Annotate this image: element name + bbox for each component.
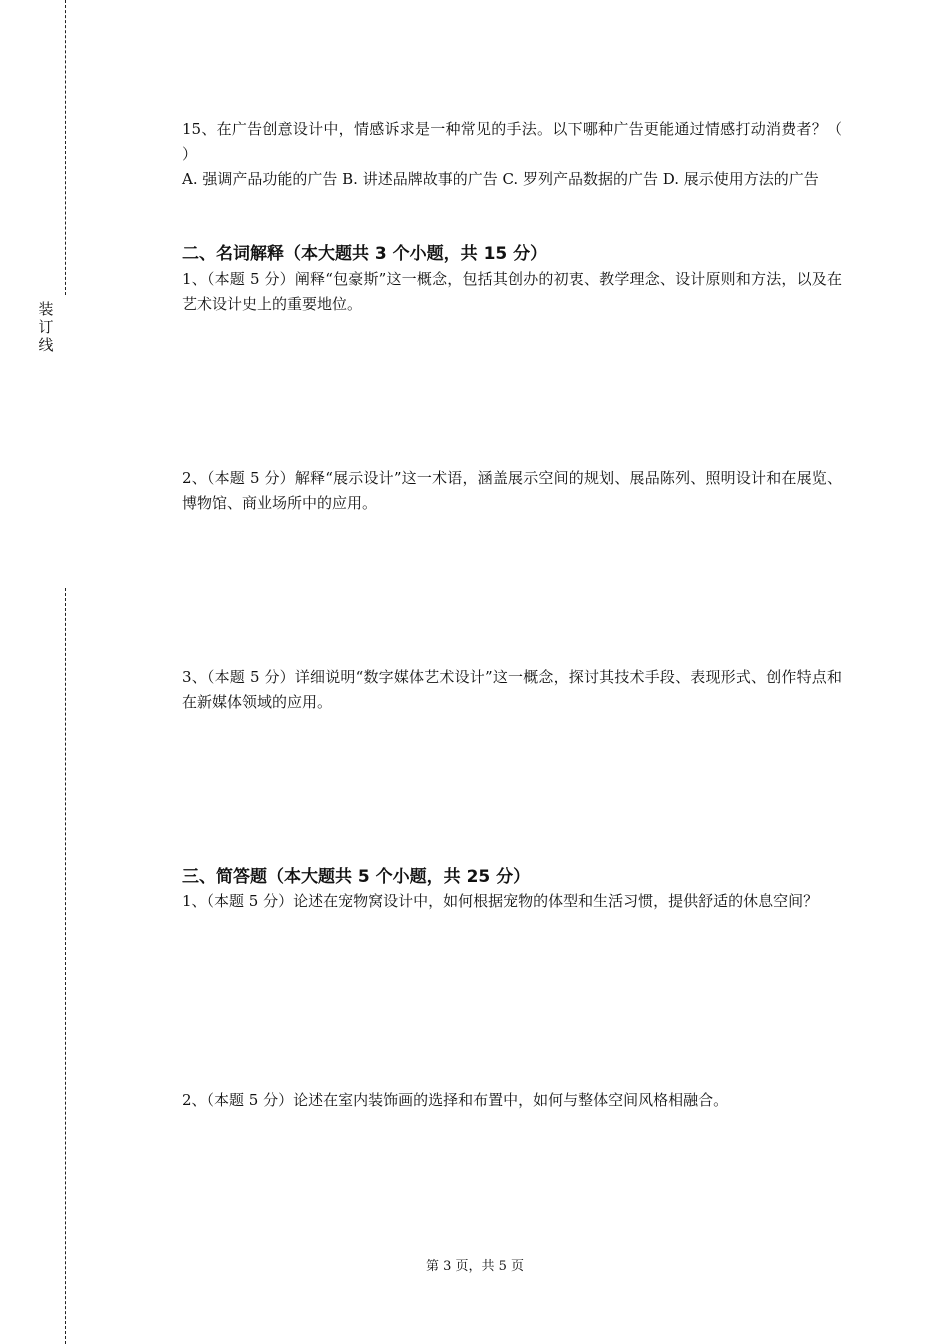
section-3-question-2: 2、（本题 5 分）论述在室内装饰画的选择和布置中，如何与整体空间风格相融合。: [182, 1091, 729, 1109]
section-3-title: 三、简答题（本大题共 5 个小题，共 25 分）: [182, 867, 531, 887]
question-15-stem: 15、在广告创意设计中，情感诉求是一种常见的手法。以下哪种广告更能通过情感打动消费者？（ ）: [182, 120, 842, 163]
question-15-options: A. 强调产品功能的广告 B. 讲述品牌故事的广告 C. 罗列产品数据的广告 D. 展示使用方法的广告: [182, 170, 819, 188]
section-2-question-1: 1、（本题 5 分）阐释“包豪斯”这一概念，包括其创办的初衷、教学理念、设计原则和方法，以及在艺术设计史上的重要地位。: [182, 270, 842, 313]
section-2-title: 二、名词解释（本大题共 3 个小题，共 15 分）: [182, 244, 548, 264]
section-2-question-2: 2、（本题 5 分）解释“展示设计”这一术语，涵盖展示空间的规划、展品陈列、照明设计和在展览、博物馆、商业场所中的应用。: [182, 469, 842, 512]
page-footer: 第 3 页，共 5 页: [425, 1259, 525, 1274]
binding-dashed-line-top: [65, 0, 66, 295]
binding-line-label: 装订线: [38, 300, 54, 354]
section-3-question-1: 1、（本题 5 分）论述在宠物窝设计中，如何根据宠物的体型和生活习惯，提供舒适的休息空间？: [182, 892, 819, 910]
binding-dashed-line-bottom: [65, 588, 66, 1344]
question-15: [182, 117, 842, 192]
section-2-question-3: 3、（本题 5 分）详细说明“数字媒体艺术设计”这一概念，探讨其技术手段、表现形式、创作特点和在新媒体领域的应用。: [182, 668, 842, 711]
